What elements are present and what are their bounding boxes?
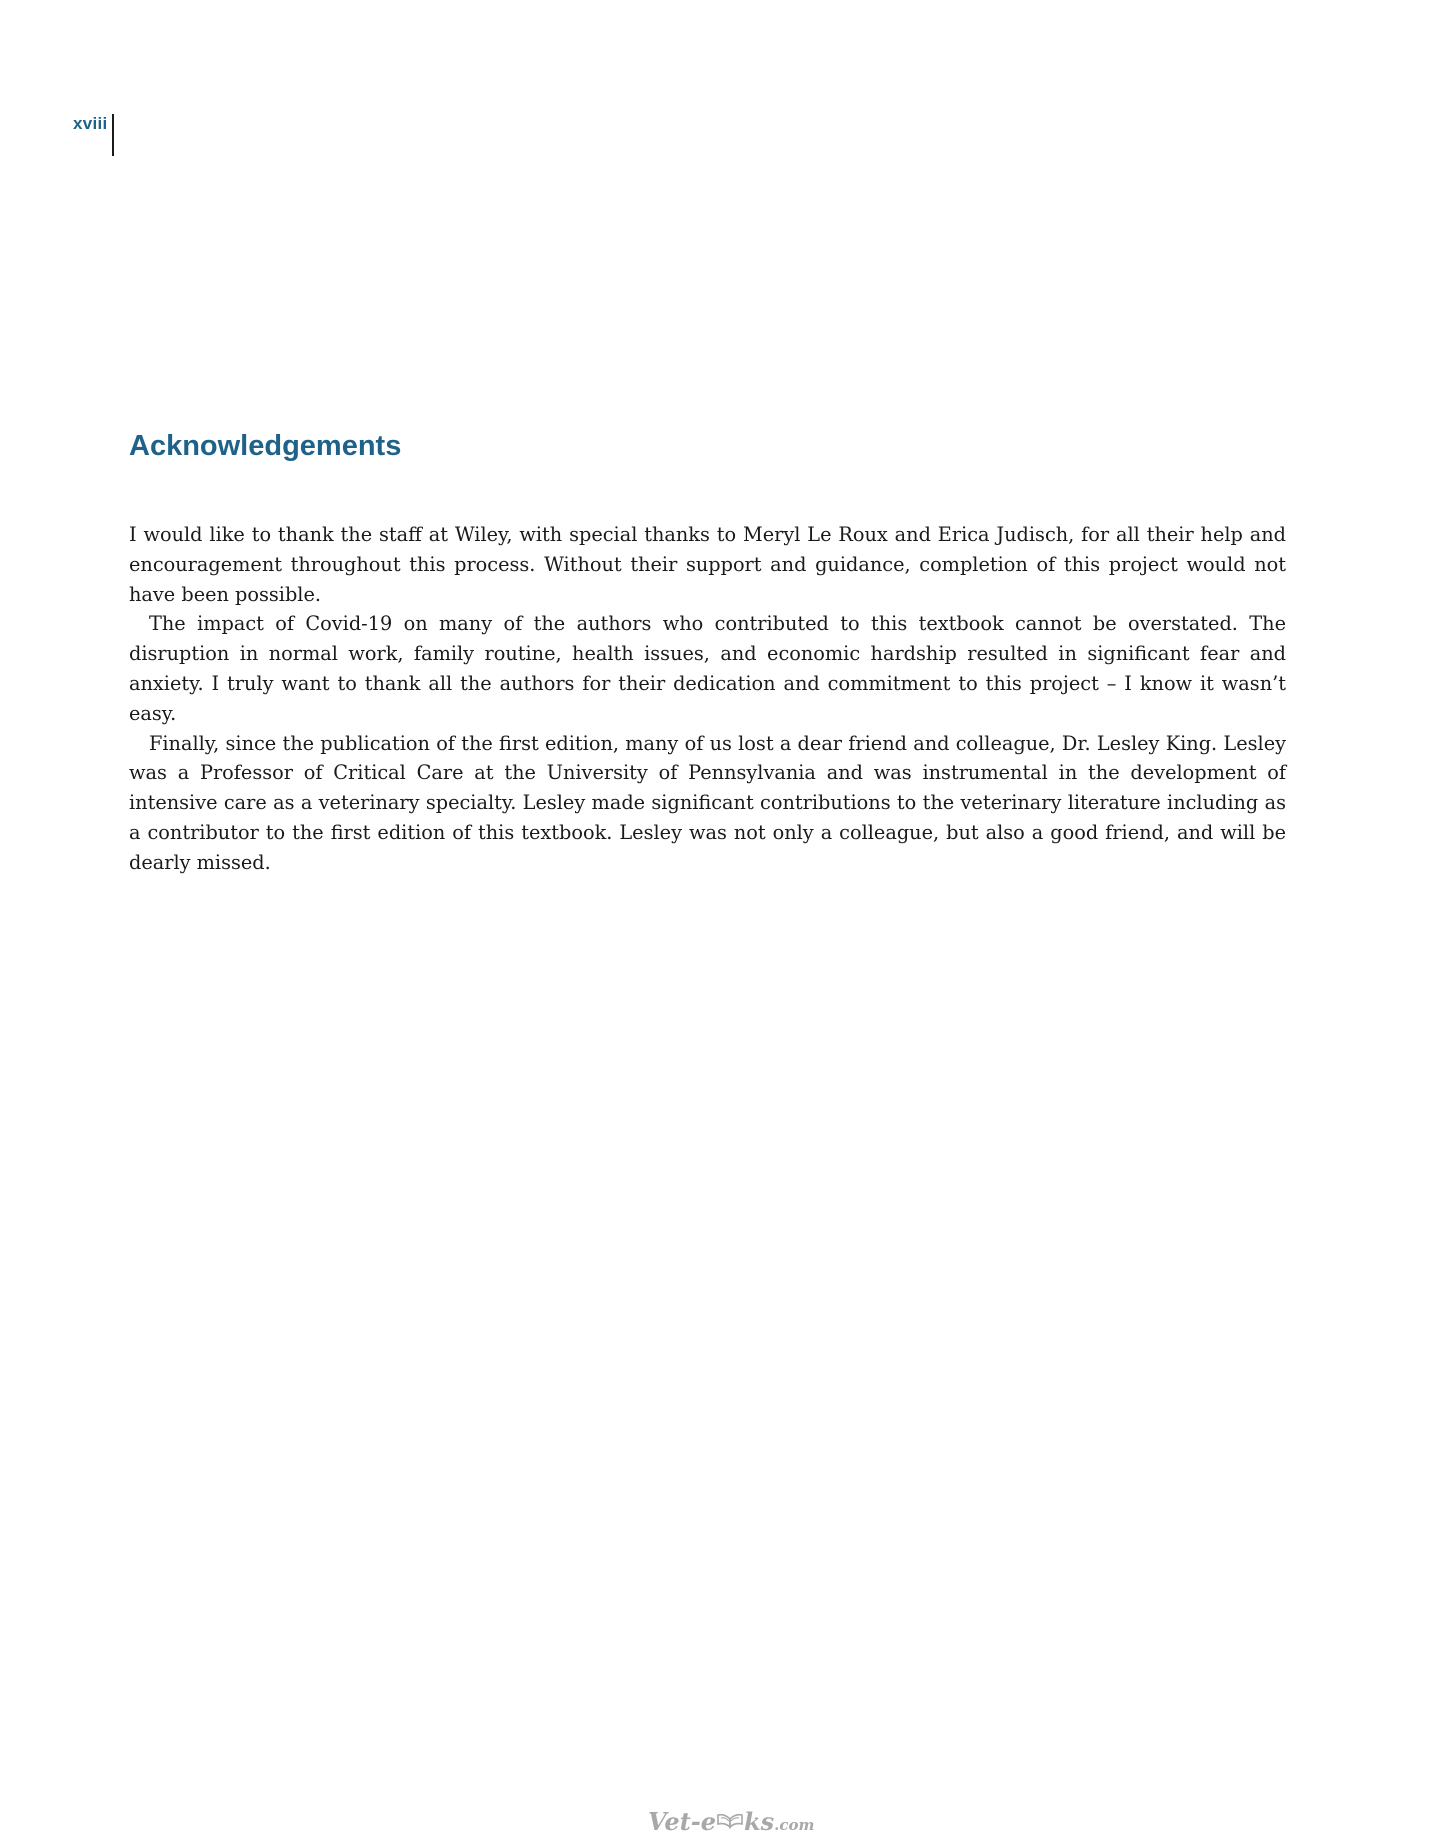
watermark-prefix: Vet-e [648,1807,717,1836]
open-book-icon [717,1812,743,1830]
paragraph-1: I would like to thank the staff at Wiley, with special thanks to Meryl Le Roux and Erica Judisch, for all their help and encouragement throughout this process. Without their support and guidance, completion of this project would not have been possible. [129,523,1286,606]
watermark-tld: .com [774,1816,815,1834]
acknowledgements-body [129,520,1286,878]
paragraph-2: The impact of Covid-19 on many of the authors who contributed to this textbook cannot be overstated. The disruption in normal work, family routine, health issues, and economic hardship resulted in significant fear and anxiety. I truly want to thank all the authors for their dedication and commitment to this project – I know it wasn’t easy. [129,612,1286,725]
page-number: xviii [73,114,108,133]
page-number-rule [112,114,114,156]
watermark-logo [648,1808,814,1836]
section-heading: Acknowledgements [129,430,402,462]
watermark-suffix: ks [744,1807,775,1836]
paragraph-3: Finally, since the publication of the first edition, many of us lost a dear friend and colleague, Dr. Lesley King. Lesley was a Professor of Critical Care at the University of Pennsylvania and was instrumental in the development of intensive care as a veterinary specialty. Lesley made significant contributions to the veterinary literature including as a contributor to the first edition of this textbook. Lesley was not only a colleague, but also a good friend, and will be dearly missed. [129,731,1286,874]
